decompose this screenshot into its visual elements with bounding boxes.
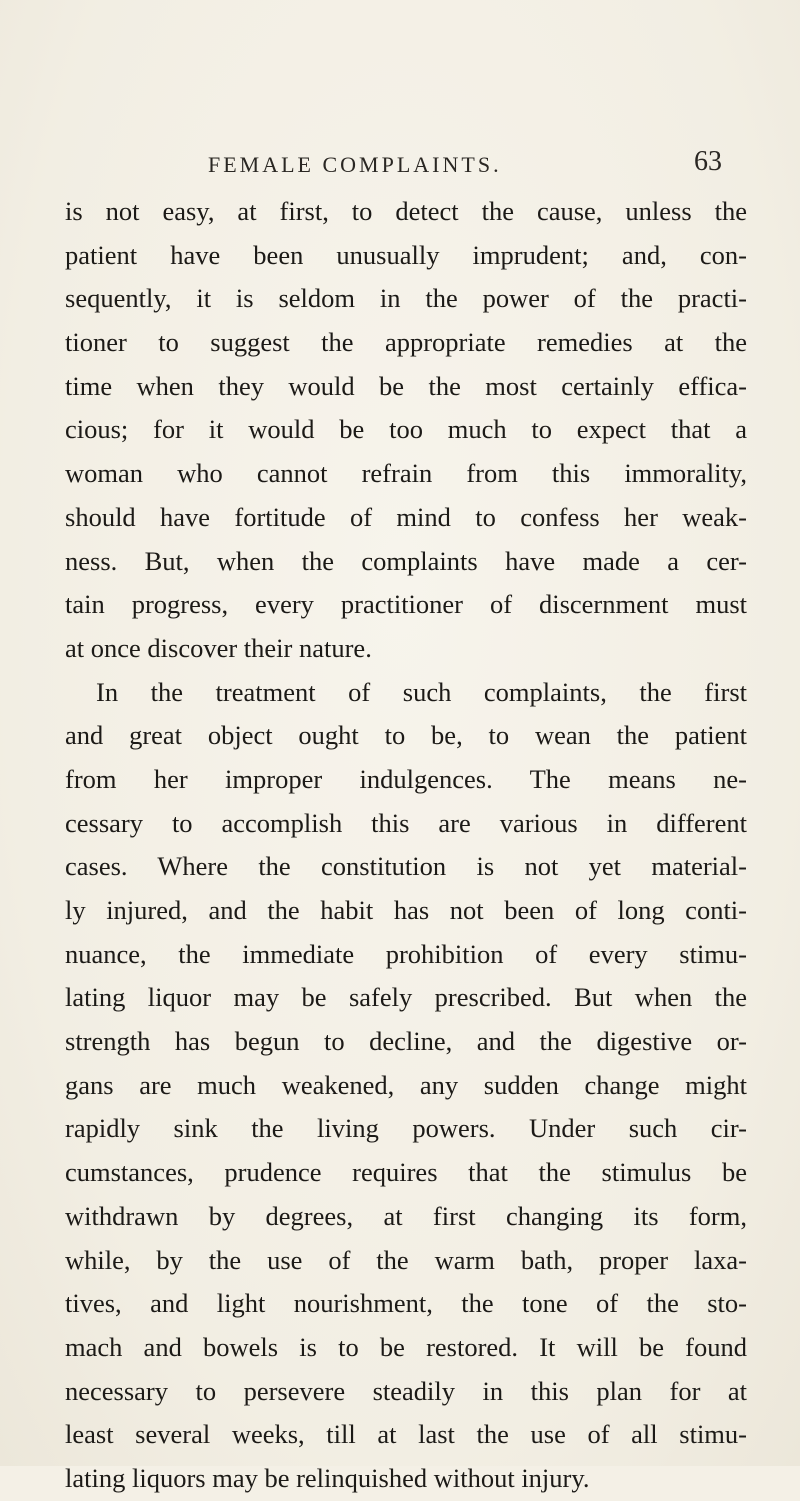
text-line: lating liquors may be relinquished without injury. xyxy=(65,1462,590,1493)
text-line: from her improper indulgences. The means ne- xyxy=(65,763,747,794)
body-text xyxy=(65,190,747,1501)
text-line: should have fortitude of mind to confess her weak- xyxy=(65,501,747,532)
running-title: FEMALE COMPLAINTS. xyxy=(208,152,502,177)
text-line: cases. Where the constitution is not yet material- xyxy=(65,851,747,882)
text-line: In the treatment of such complaints, the first xyxy=(96,676,747,707)
text-line: time when they would be the most certainly effica- xyxy=(65,370,747,401)
text-line: woman who cannot refrain from this immorality, xyxy=(65,458,747,489)
text-line: ly injured, and the habit has not been of long conti- xyxy=(65,895,747,925)
text-line: necessary to persevere steadily in this plan for at xyxy=(65,1375,747,1406)
text-line: mach and bowels is to be restored. It will be found xyxy=(65,1331,747,1362)
text-line: rapidly sink the living powers. Under such cir- xyxy=(65,1113,747,1144)
text-line: patient have been unusually imprudent; and, con- xyxy=(65,239,747,270)
paragraph-2 xyxy=(65,671,747,1501)
text-line: nuance, the immediate prohibition of every stimu- xyxy=(65,938,747,969)
text-line: is not easy, at first, to detect the cause, unless the xyxy=(65,196,747,226)
text-line: cious; for it would be too much to expect that a xyxy=(65,414,747,445)
text-line: cessary to accomplish this are various in different xyxy=(65,807,747,838)
text-line: while, by the use of the warm bath, proper laxa- xyxy=(65,1244,747,1275)
paragraph-1 xyxy=(65,190,747,671)
running-head xyxy=(0,142,800,182)
text-line: withdrawn by degrees, at first changing its form, xyxy=(65,1200,747,1231)
text-line: ness. But, when the complaints have made a cer- xyxy=(65,545,747,576)
text-line: tain progress, every practitioner of discernment must xyxy=(65,589,747,620)
text-line: and great object ought to be, to wean the patient xyxy=(65,720,747,751)
text-line: tioner to suggest the appropriate remedies at the xyxy=(65,327,747,358)
text-line: lating liquor may be safely prescribed. But when the xyxy=(65,982,747,1013)
page-number: 63 xyxy=(694,146,722,177)
text-line: tives, and light nourishment, the tone of the sto- xyxy=(65,1288,747,1319)
text-line: gans are much weakened, any sudden change might xyxy=(65,1069,747,1100)
text-line: cumstances, prudence requires that the stimulus be xyxy=(65,1157,747,1188)
text-line: least several weeks, till at last the use of all stimu- xyxy=(65,1419,747,1450)
text-line: strength has begun to decline, and the digestive or- xyxy=(65,1026,747,1057)
text-line: at once discover their nature. xyxy=(65,632,372,663)
text-line: sequently, it is seldom in the power of the practi- xyxy=(65,283,747,314)
